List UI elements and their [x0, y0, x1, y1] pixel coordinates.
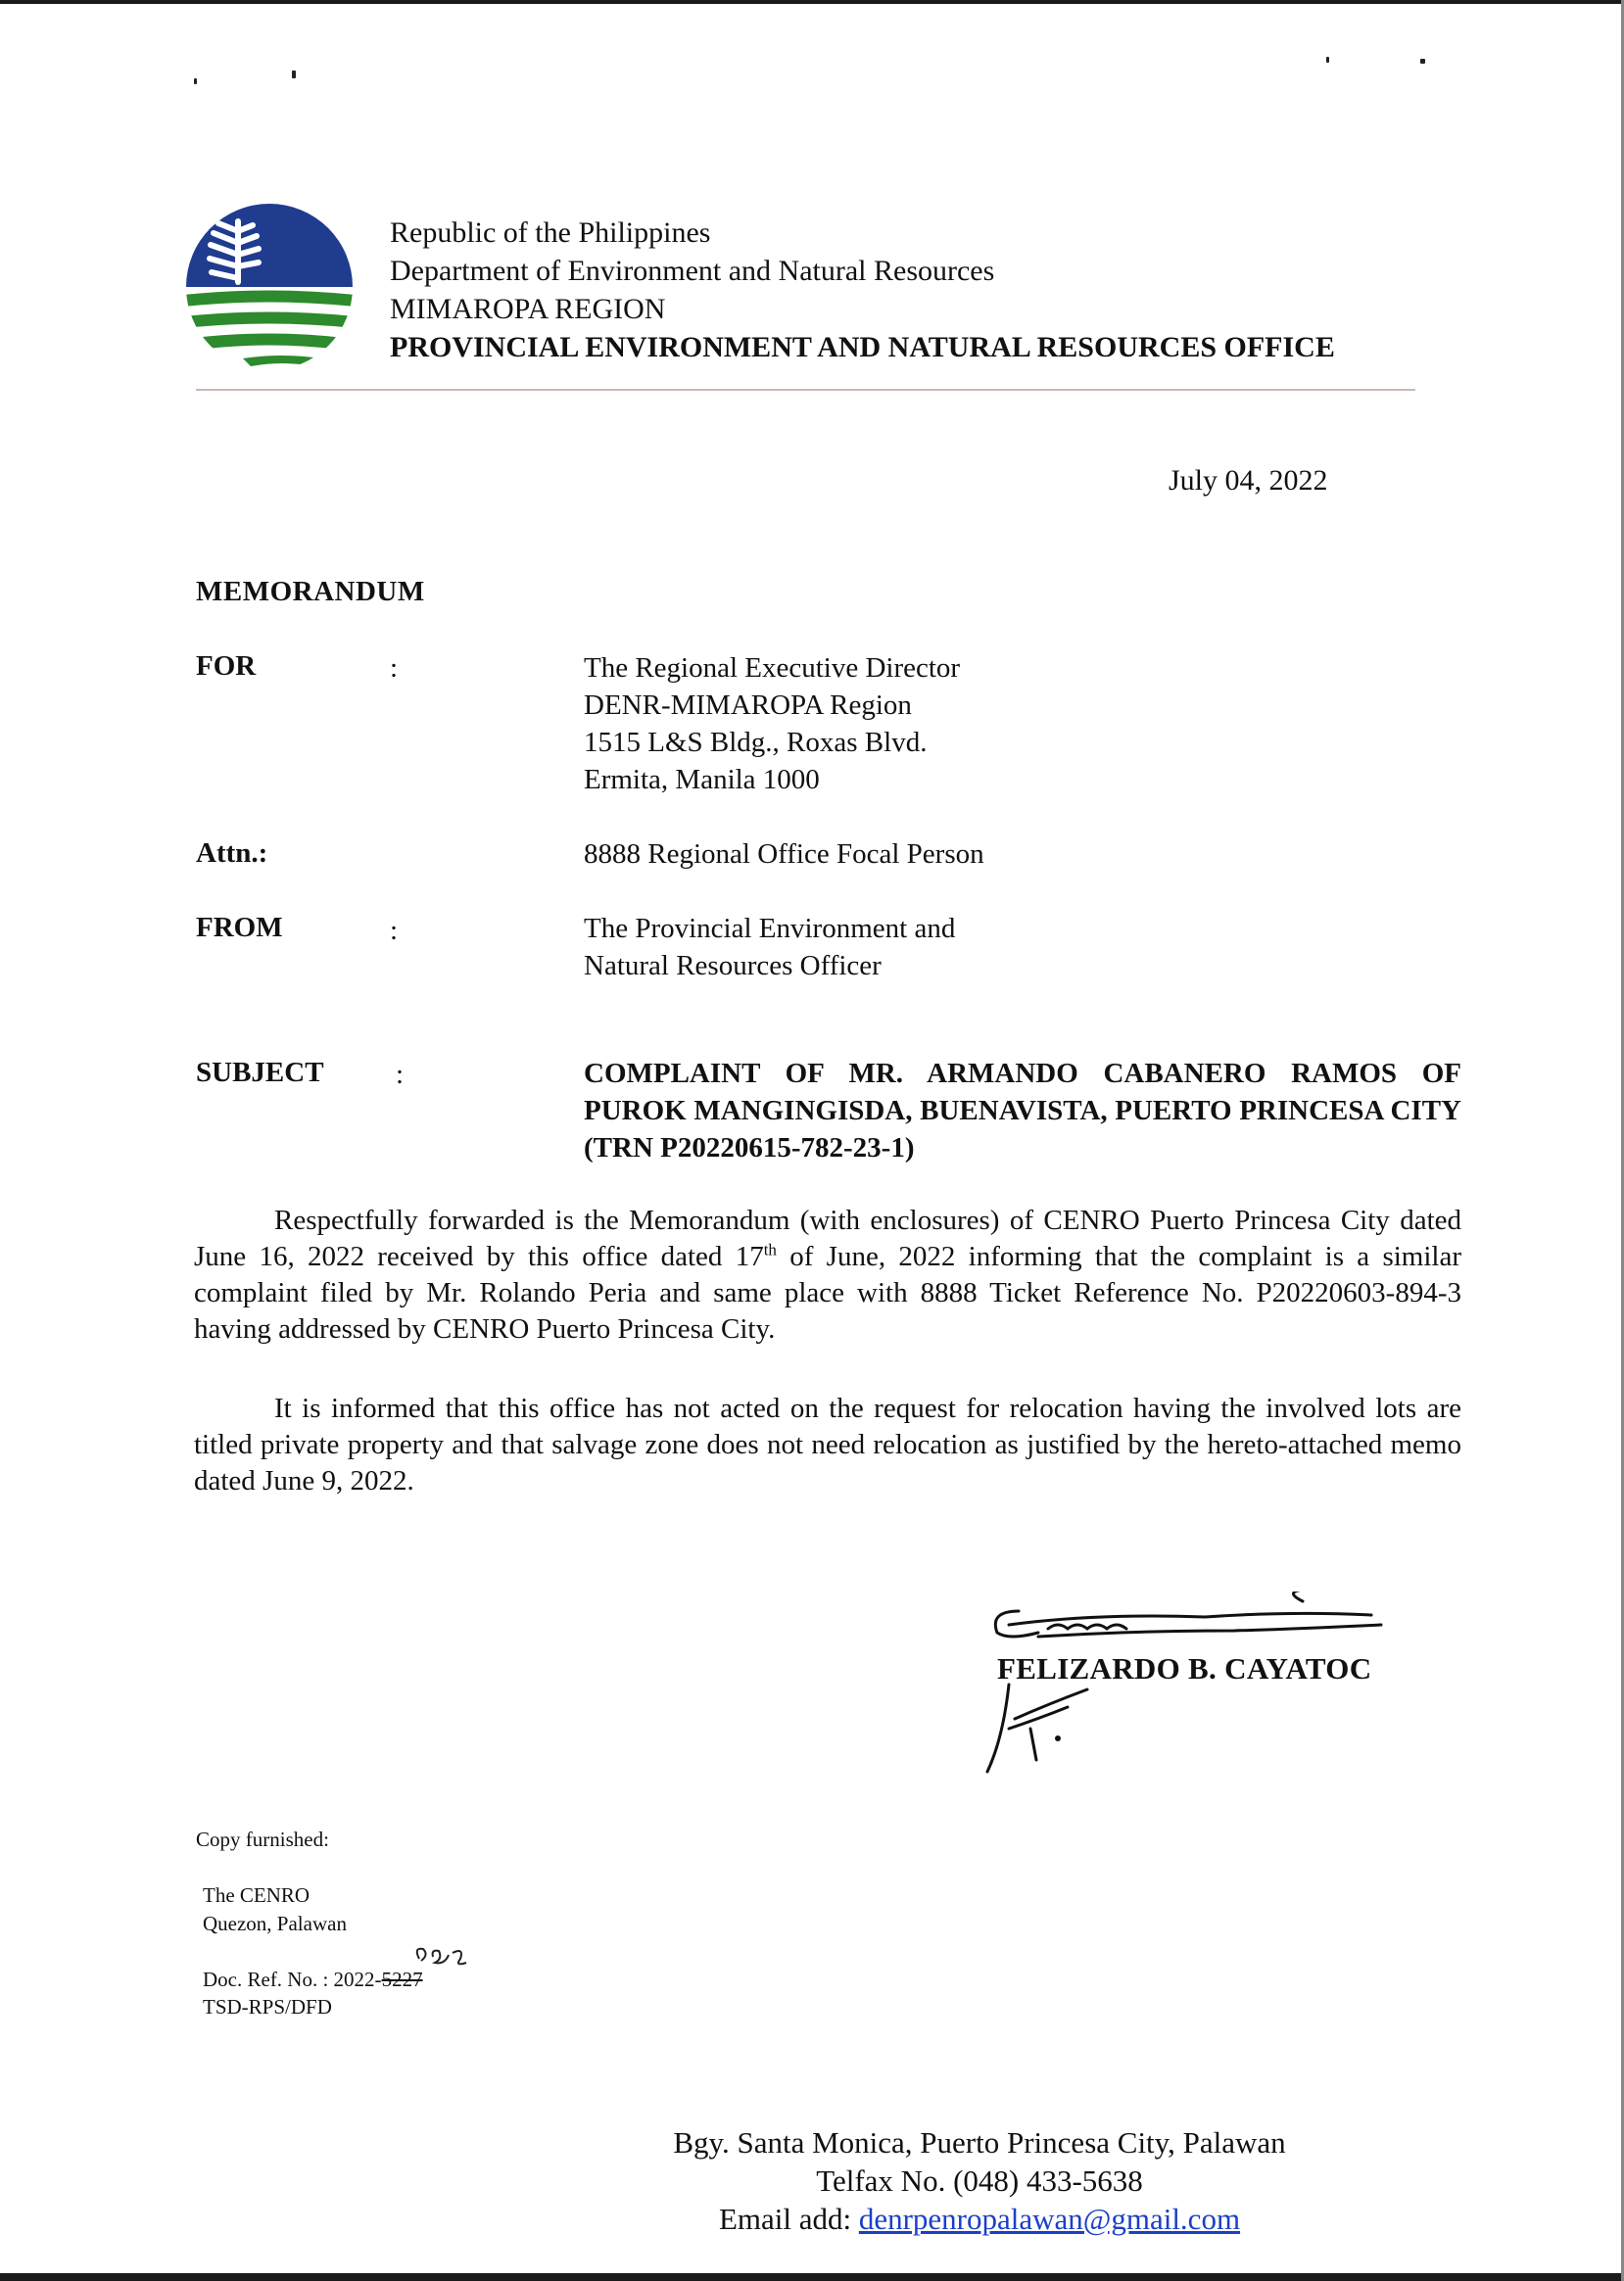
for-colon: : — [390, 652, 399, 684]
from-colon: : — [390, 915, 399, 946]
body-paragraph-1-part-a: Respectfully forwarded is the Memorandum (with enclosures) of CENRO Puerto Princesa City dated June 16, 2022 received by this office dated 17 — [194, 1205, 1461, 1272]
scan-border-top — [0, 0, 1624, 4]
letterhead-department: Department of Environment and Natural Resources — [390, 255, 995, 287]
for-line: The Regional Executive Director — [584, 652, 961, 684]
footer-telfax: Telfax No. (048) 433-5638 — [816, 2163, 1143, 2198]
footer-address: Bgy. Santa Monica, Puerto Princesa City, Palawan — [673, 2125, 1286, 2160]
office-code: TSD-RPS/DFD — [203, 1995, 332, 2019]
footer-email-label: Email add: — [718, 2202, 859, 2236]
subject-label: SUBJECT — [196, 1057, 324, 1088]
footer-email-link[interactable]: denrpenropalawan@gmail.com — [858, 2202, 1241, 2236]
copy-furnished-recipient — [203, 1881, 347, 1938]
body-paragraph-1 — [194, 1203, 1461, 1348]
for-line: 1515 L&S Bldg., Roxas Blvd. — [584, 727, 928, 758]
body-paragraph-2: It is informed that this office has not acted on the request for relocation having the involved lots are titled private property and that salvage zone does not need relocation as justified by the hereto-attached memo dated June 9, 2022. — [194, 1393, 1461, 1497]
copy-recipient-location: Quezon, Palawan — [203, 1912, 347, 1935]
header-divider — [196, 389, 1415, 391]
memo-title: MEMORANDUM — [196, 576, 425, 607]
denr-logo-icon — [184, 204, 355, 370]
footer — [490, 2123, 1469, 2238]
copy-furnished-label: Copy furnished: — [196, 1828, 329, 1851]
handwritten-correction — [409, 1945, 478, 1978]
letterhead-office: PROVINCIAL ENVIRONMENT AND NATURAL RESOURCES OFFICE — [390, 331, 1335, 363]
letterhead-region: MIMAROPA REGION — [390, 293, 666, 325]
footer-email-line — [490, 2200, 1469, 2238]
subject-colon: : — [396, 1059, 405, 1090]
doc-ref-prefix: Doc. Ref. No. : 2022- — [203, 1968, 382, 1991]
for-label: FOR — [196, 650, 257, 682]
for-line: DENR-MIMAROPA Region — [584, 689, 912, 721]
from-line: The Provincial Environment and — [584, 913, 956, 944]
ordinal-suffix: th — [763, 1240, 777, 1259]
copy-recipient-office: The CENRO — [203, 1883, 310, 1907]
from-sender — [584, 910, 955, 984]
memo-date: July 04, 2022 — [1169, 464, 1328, 497]
attn-value: 8888 Regional Office Focal Person — [584, 838, 984, 870]
scan-speck — [194, 78, 197, 84]
document-reference — [203, 1965, 423, 1994]
subject-value: COMPLAINT OF MR. ARMANDO CABANERO RAMOS OF PUROK MANGINGISDA, BUENAVISTA, PUERTO PRINCESA CITY (TRN P20220615-782-23-1) — [584, 1058, 1461, 1164]
letterhead-country: Republic of the Philippines — [390, 216, 711, 249]
for-recipient — [584, 649, 960, 798]
scan-border-bottom — [0, 2273, 1624, 2281]
attn-label: Attn.: — [196, 837, 268, 869]
for-line: Ermita, Manila 1000 — [584, 764, 820, 795]
from-line: Natural Resources Officer — [584, 950, 882, 981]
scan-speck — [1326, 57, 1329, 63]
doc-ref-struck-number: 5227 — [381, 1968, 423, 1991]
from-label: FROM — [196, 912, 283, 943]
body-paragraph-1-part-b: of June, 2022 informing that the complaint is a similar complaint filed by Mr. Rolando Peria and same place with 8888 Ticket Reference No. P20220603-894-3 having addressed by CENRO Puerto Princesa City. — [194, 1241, 1461, 1345]
signatory-name: FELIZARDO B. CAYATOC — [997, 1651, 1372, 1686]
scan-speck — [292, 71, 296, 78]
scan-speck — [1420, 59, 1425, 64]
letterhead — [390, 214, 1335, 366]
